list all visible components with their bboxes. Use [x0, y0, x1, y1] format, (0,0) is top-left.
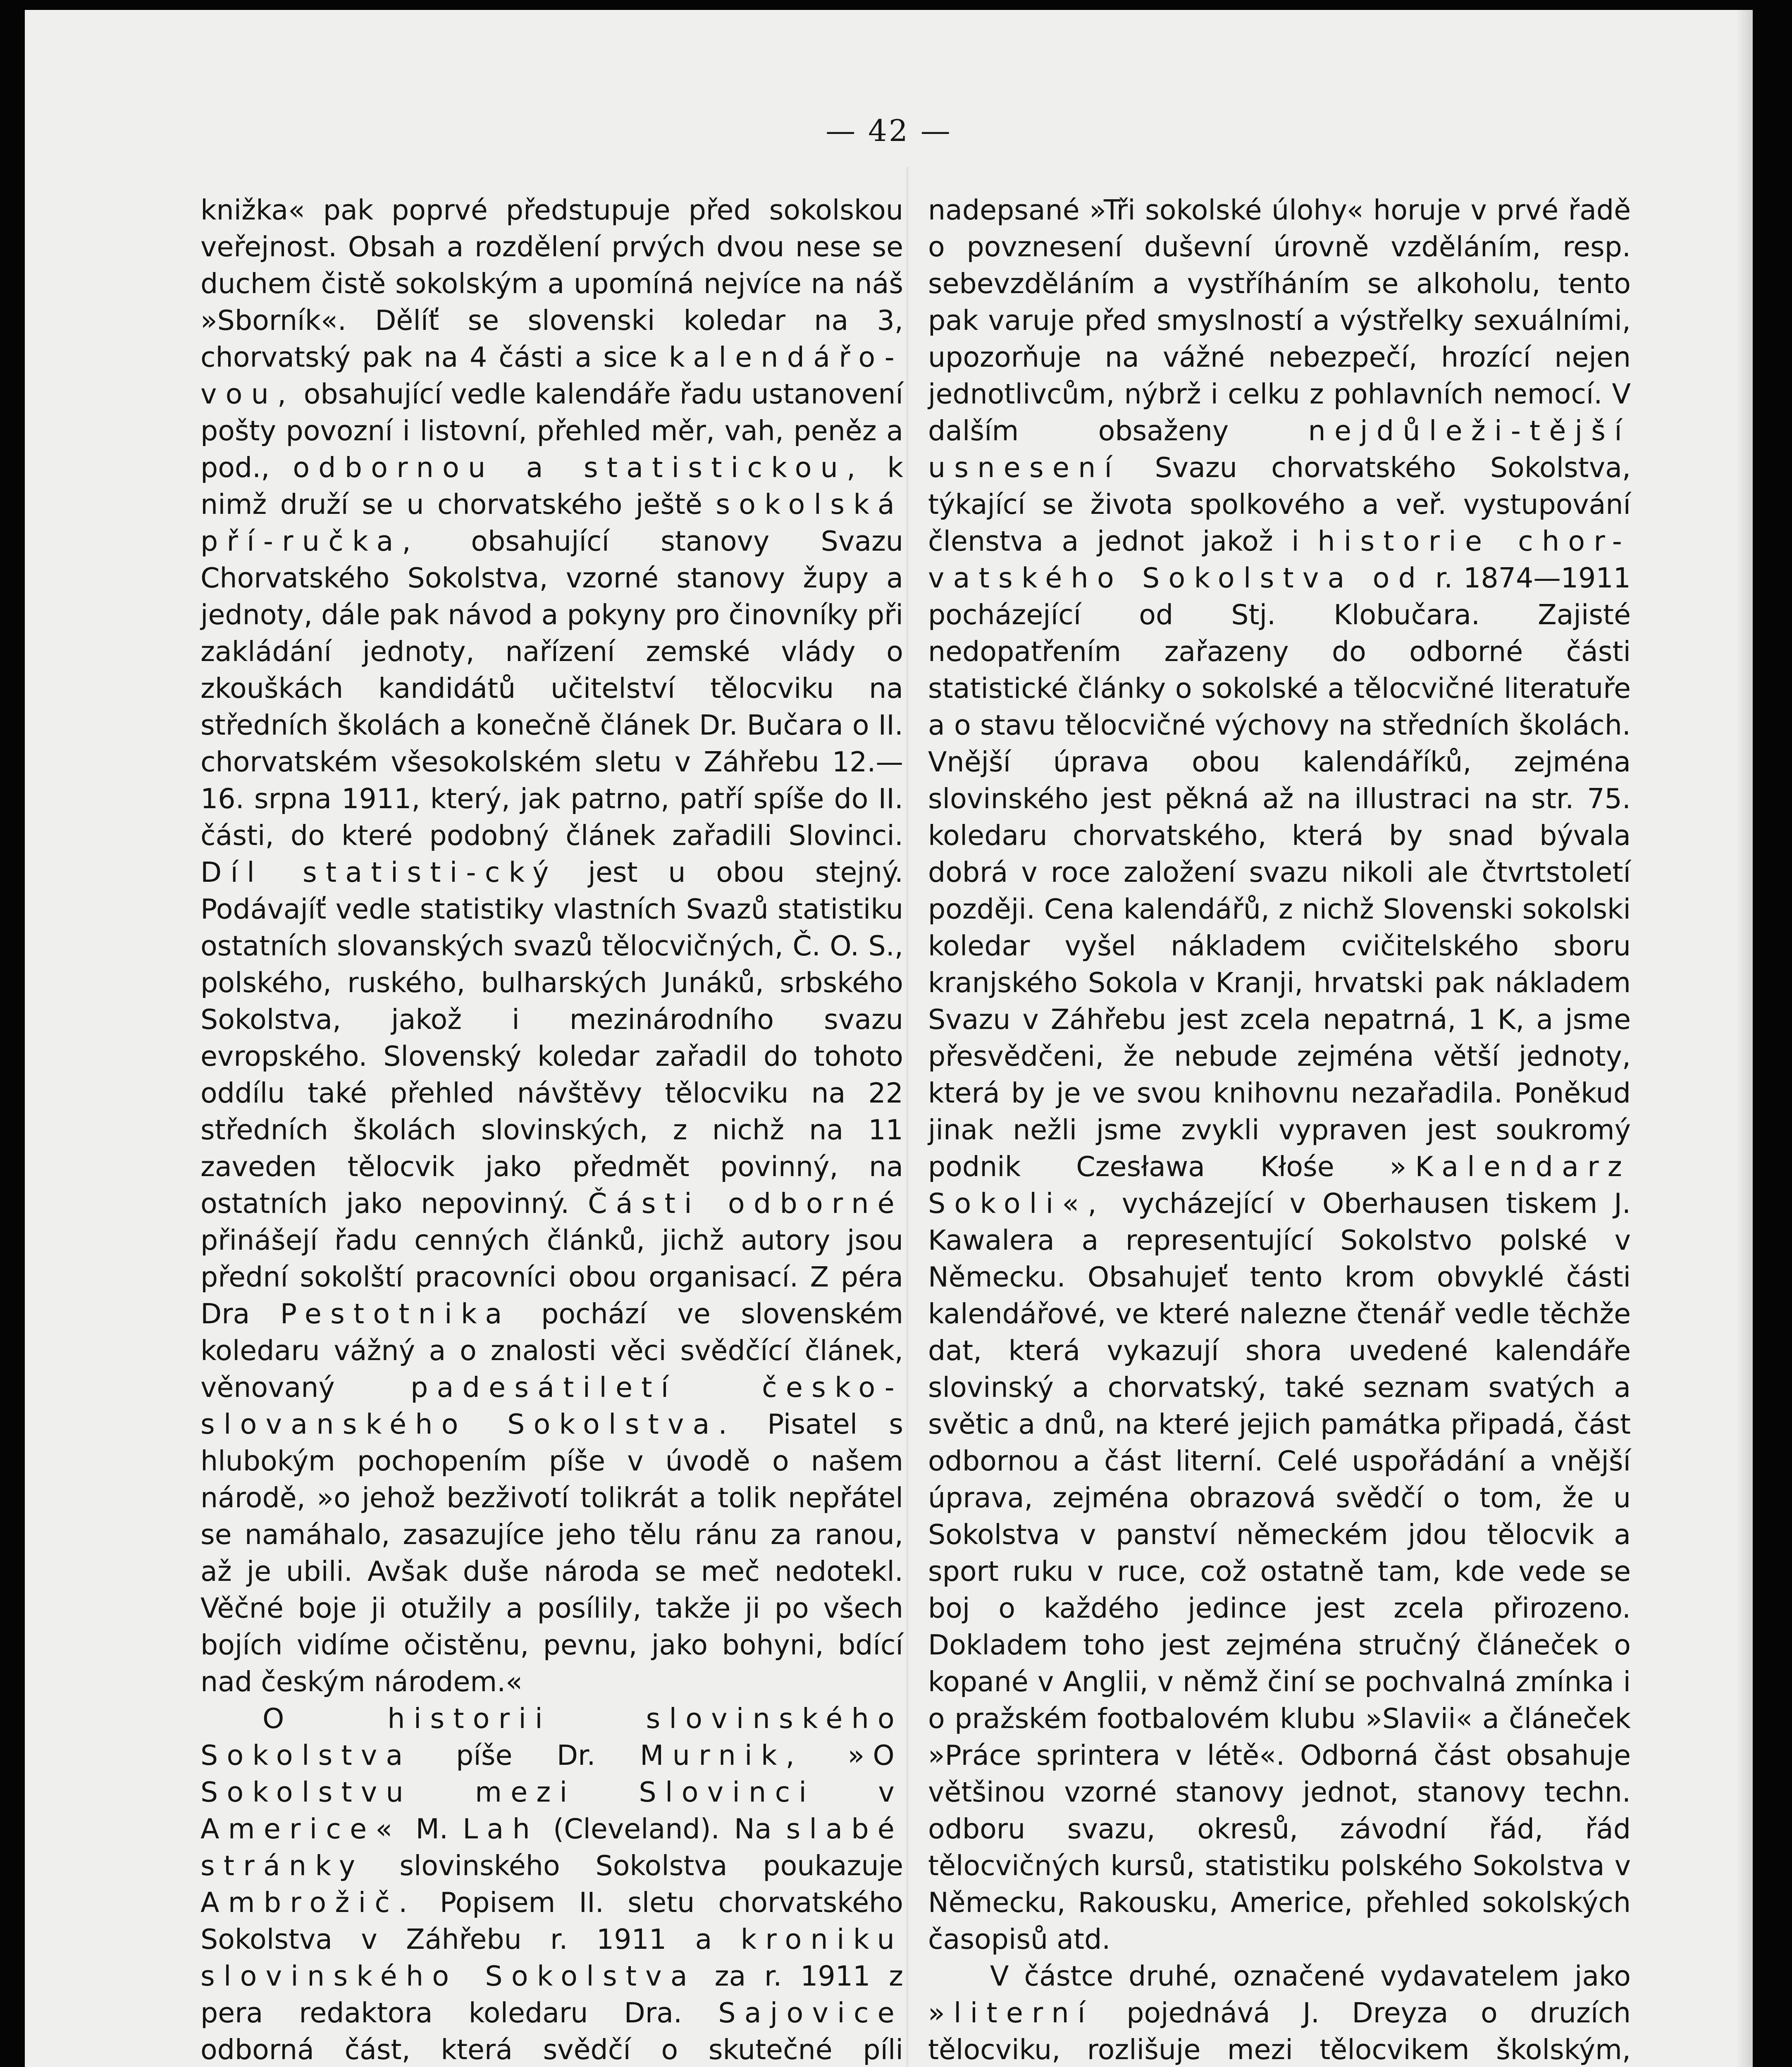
page-edge-shadow — [1736, 10, 1753, 2067]
page-number: — 42 — — [826, 113, 952, 148]
column-fold-shadow — [906, 167, 909, 2067]
left-column — [200, 192, 903, 2067]
left-paragraph-2: O historii slovinského Sokolstva píše Dr. Murnik, »O Sokolstvu mezi Slovinci v Americe« M. Lah (Cleveland). Na slabé stránky slovinského Sokolstva poukazuje Ambrožič. Popisem II. sletu chorvatského Sokolstva v Záhřebu r. 1911 a kroniku slovinského Sokolstva za r. 1911 z pera redaktora koledaru Dra. Sajovice odborná část, která svědčí o skutečné píli — [200, 1702, 904, 2066]
document-page — [25, 10, 1753, 2067]
right-paragraph-2: V částce druhé, označené vydavatelem jako »literní pojednává J. Dreyza o druzích tělocviku, rozlišuje mezi tělocvikem školským, — [928, 1960, 1631, 2066]
right-column — [928, 192, 1631, 2067]
right-paragraph-1: nadepsané »Tři sokolské úlohy« horuje v prvé řadě o povznesení duševní úrovně vzděláním, resp. sebevzděláním a vystříháním se alkoholu, tento pak varuje před smyslností a výstřelky sexuálními, upozorňuje na vážné nebezpečí, hrozící nejen jednotlivcům, nýbrž i celku z pohlavních nemocí. V dalším obsaženy nejdůleži-tější usnesení Svazu chorvatského Sokolstva, týkající se života spolkového a veř. vystupování členstva a jednot jakož i historie chor-vatského Sokolstva od r. 1874—1911 pocházející od Stj. Klobučara. Zajisté nedopatřením zařazeny do odborné části statistické články o sokolské a tělocvičné literatuře a o stavu tělocvičné výchovy na středních školách. Vnější úprava obou kalendáříků, zejména slovinského jest pěkná až na illustraci na str. 75. koledaru chorvatského, která by snad bývala dobrá v roce založení svazu nikoli ale čtvrtstoletí později. Cena kalendářů, z nichž Slovenski sokolski koledar vyšel nákladem cvičitelského sboru kranjského Sokola v Kranji, hrvatski pak nákladem Svazu v Záhřebu jest zcela nepatrná, 1 K, a jsme přesvědčeni, že nebude zejména větší jednoty, která by je ve svou knihovnu nezařadila. Poněkud jinak nežli jsme zvykli vypraven jest soukromý podnik Czesława Kłośe »Kalendarz Sokoli«, vycházející v Oberhausen tiskem J. Kawalera a representující Sokolstvo polské v Německu. Obsahujeť tento krom obvyklé části kalendářové, ve které nalezne čtenář vedle těchže dat, která vykazují shora uvedené kalendáře slovinský a chorvatský, také seznam svatých a světic a dnů, na které jejich památka připadá, část odbornou a část literní. Celé uspořádání a vnější úprava, zejména obrazová svědčí o tom, že u Sokolstva v panství německém jdou tělocvik a sport ruku v ruce, což ostatně tam, kde vede se boj o každého jedince jest zcela přirozeno. Dokladem toho jest zejména stručný článeček o kopané v Anglii, v němž činí se pochvalná zmínka i o pražském footbalovém klubu »Slavii« a článeček »Práce sprintera v létě«. Odborná část obsahuje většinou vzorné stanovy jednot, stanovy techn. odboru svazu, okresů, závodní řád, řád tělocvičných kursů, statistiku polského Sokolstva v Německu, Rakousku, Americe, přehled sokolských časopisů atd. — [928, 194, 1631, 1955]
left-paragraph-1: knižka« pak poprvé předstupuje před sokolskou veřejnost. Obsah a rozdělení prvých dvou nese se duchem čistě sokolským a upomíná nejvíce na náš »Sborník«. Dělíť se slovenski koledar na 3, chorvatský pak na 4 části a sice kalendářo-vou, obsahující vedle kalendáře řadu ustanovení pošty povozní i listovní, přehled měr, vah, peněz a pod., odbornou a statistickou, k nimž druží se u chorvatského ještě sokolská pří-ručka, obsahující stanovy Svazu Chorvatského Sokolstva, vzorné stanovy župy a jednoty, dále pak návod a pokyny pro činovníky při zakládání jednoty, nařízení zemské vlády o zkouškách kandidátů učitelství tělocviku na středních školách a konečně článek Dr. Bučara o II. chorvatském všesokolském sletu v Záhřebu 12.—16. srpna 1911, který, jak patrno, patří spíše do II. části, do které podobný článek zařadili Slovinci. Díl statisti-cký jest u obou stejný. Podávajíť vedle statistiky vlastních Svazů statistiku ostatních slovanských svazů tělocvičných, Č. O. S., polského, ruského, bulharských Junáků, srbského Sokolstva, jakož i mezinárodního svazu evropského. Slovenský koledar zařadil do tohoto oddílu také přehled návštěvy tělocviku na 22 středních školách slovinských, z nichž na 11 zaveden tělocvik jako předmět povinný, na ostatních jako nepovinný. Části odborné přinášejí řadu cenných článků, jichž autory jsou přední sokolští pracovníci obou organisací. Z péra Dra Pestotnika pochází ve slovenském koledaru vážný a o znalosti věci svědčící článek, věnovaný padesátiletí česko-slovanského Sokolstva. Pisatel s hlubokým pochopením píše v úvodě o našem národě, »o jehož bezživotí tolikrát a tolik nepřátel se namáhalo, zasazujíce jeho tělu ránu za ranou, až je ubili. Avšak duše národa se meč nedotekl. Věčné boje ji otužily a posílily, takže ji po všech bojích vidíme očistěnu, pevnu, jako bohyni, bdící nad českým národem.« — [200, 194, 904, 1698]
